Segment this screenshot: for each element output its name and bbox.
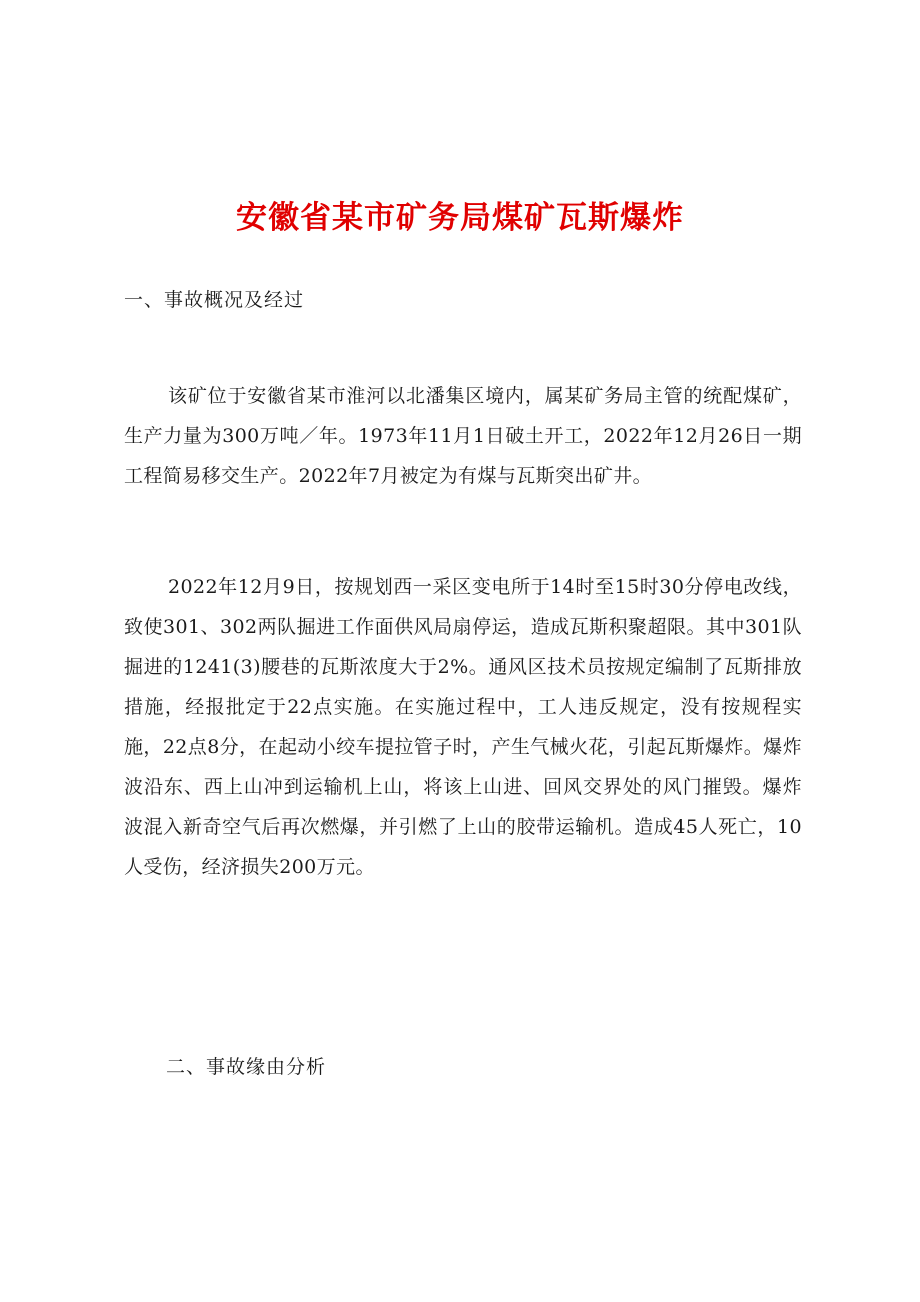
section-heading-overview: 一、事故概况及经过 bbox=[124, 289, 305, 311]
section-heading-cause-analysis: 二、事故缘由分析 bbox=[166, 1056, 327, 1078]
document-title: 安徽省某市矿务局煤矿瓦斯爆炸 bbox=[236, 200, 684, 236]
paragraph-accident-process: 2022年12月9日，按规划西一采区变电所于14时至15时30分停电改线，致使301、302两队掘进工作面供风局扇停运，造成瓦斯积聚超限。其中301队掘进的1241(3)腰巷的瓦斯浓度大于2%。通风区技术员按规定编制了瓦斯排放措施，经报批定于22点实施。在实施过程中，工人违反规定，没有按规程实施，22点8分，在起动小绞车提拉管子时，产生气械火花，引起瓦斯爆炸。爆炸波沿东、西上山冲到运输机上山，将该上山进、回风交界处的风门摧毁。爆炸波混入新奇空气后再次燃爆，并引燃了上山的胶带运输机。造成45人死亡，10人受伤，经济损失200万元。 bbox=[124, 576, 802, 878]
paragraph-mine-background: 该矿位于安徽省某市淮河以北潘集区境内，属某矿务局主管的统配煤矿，生产力量为300万吨／年。1973年11月1日破土开工，2022年12月26日一期工程简易移交生产。2022年7月被定为有煤与瓦斯突出矿井。 bbox=[124, 385, 802, 487]
